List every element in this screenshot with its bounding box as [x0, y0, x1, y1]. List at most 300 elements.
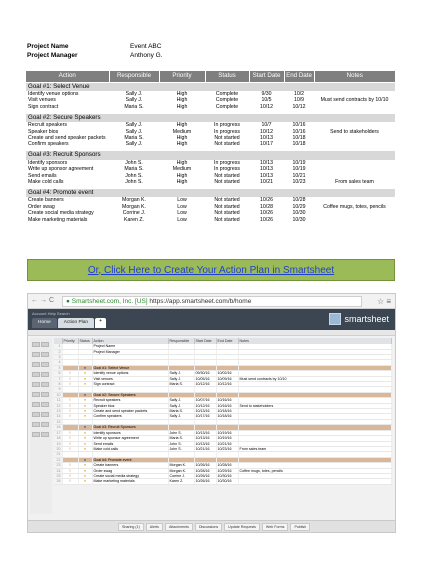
status-indicator-icon: ● [83, 414, 87, 419]
cell-action: Sign contract [28, 103, 59, 110]
cell-start-date: 10/13 [260, 166, 273, 173]
cell-action: Visit venues [28, 97, 56, 104]
grid-start-cell[interactable]: 10/26/16 [194, 473, 216, 478]
grid-responsible-cell[interactable]: John S. [168, 430, 194, 435]
grid-row-number[interactable]: 21 [54, 452, 62, 457]
grid-responsible-cell[interactable]: Maria S. [168, 436, 194, 441]
cell-responsible: John S. [125, 172, 143, 179]
header-notes: Notes [314, 71, 395, 82]
grid-action-cell[interactable]: Make cold calls [92, 446, 168, 451]
toolbar-button-icon[interactable] [32, 382, 40, 387]
status-indicator-icon: ● [83, 398, 87, 403]
grid-row-number[interactable]: 24 [54, 468, 62, 473]
grid-action-cell[interactable]: Goal #3: Recruit Sponsors [92, 425, 168, 430]
grid-header-action: Action [92, 338, 168, 344]
grid-row-number[interactable]: 20 [54, 446, 62, 451]
bottom-button-publish[interactable]: Publish [290, 523, 310, 531]
grid-row-number[interactable]: 26 [54, 479, 62, 484]
grid-end-cell[interactable]: 10/18/16 [216, 414, 238, 419]
grid-header-notes: Notes [238, 338, 392, 344]
priority-flag-icon: ! [69, 441, 71, 446]
grid-row-number[interactable]: 16 [54, 425, 62, 430]
cell-status: Not started [214, 210, 240, 217]
cell-end-date: 10/29 [292, 203, 306, 210]
status-indicator-icon: ● [83, 382, 87, 387]
priority-flag-icon: ! [69, 371, 71, 376]
toolbar-button-icon[interactable] [41, 382, 49, 387]
cell-notes: Must send contracts by 10/10 [320, 97, 389, 104]
cell-action: Create social media strategy [28, 210, 94, 217]
cell-start-date: 10/13 [260, 135, 273, 142]
grid-action-cell[interactable]: Speaker bios [92, 403, 168, 408]
grid-notes-cell[interactable]: From sales team [238, 446, 392, 451]
cell-end-date: 10/2 [293, 91, 305, 97]
collapse-icon[interactable]: ■ [83, 365, 87, 370]
grid-action-cell[interactable]: Sign contract [92, 382, 168, 387]
cell-start-date: 10/5 [261, 97, 272, 104]
url-path: https://app.smartsheet.com/b/home [149, 298, 252, 305]
cell-responsible: Sally J. [125, 122, 143, 129]
grid-end-cell[interactable]: 10/19/16 [216, 436, 238, 441]
toolbar-button-icon[interactable] [41, 362, 49, 367]
url-site: Smartsheet.com, Inc. [US] [71, 298, 148, 305]
cell-end-date: 10/16 [292, 128, 306, 135]
cell-responsible: Maria S. [124, 135, 144, 142]
grid-action-cell[interactable]: Create banners [92, 463, 168, 468]
status-indicator-icon: ● [83, 468, 87, 473]
goal-row [26, 151, 395, 160]
priority-flag-icon: ! [69, 382, 71, 387]
grid-responsible-cell[interactable]: Corrine J. [168, 473, 194, 478]
priority-flag-icon: ! [69, 409, 71, 414]
grid-row-number[interactable]: 17 [54, 430, 62, 435]
cell-status: Not started [214, 141, 240, 148]
grid-row-number[interactable]: 7 [54, 376, 62, 381]
toolbar-button-icon[interactable] [32, 432, 40, 437]
grid-status-cell[interactable] [78, 479, 92, 484]
cell-start-date: 10/21 [260, 179, 273, 186]
bottom-button-discussions[interactable]: Discussions [195, 523, 222, 531]
cell-status: Not started [214, 172, 240, 179]
cell-priority: High [176, 159, 188, 166]
grid-notes-cell[interactable]: Coffee mugs, totes, pencils [238, 468, 392, 473]
spacer-cell [26, 223, 395, 226]
toolbar-button-icon[interactable] [32, 412, 40, 417]
grid-start-cell[interactable]: 10/13/16 [194, 409, 216, 414]
grid-action-cell[interactable]: Goal #1: Select Venue [92, 365, 168, 370]
toolbar-button-icon[interactable] [41, 392, 49, 397]
cell-action: Create banners [28, 197, 64, 204]
status-indicator-icon: ● [83, 479, 87, 484]
grid-row-number[interactable]: 12 [54, 403, 62, 408]
cell-status: In progress [214, 166, 240, 173]
grid-end-cell[interactable]: 10/18/16 [216, 409, 238, 414]
tab-action-plan[interactable]: Action Plan [58, 318, 94, 328]
cell-end-date: 10/12 [292, 103, 306, 110]
priority-flag-icon: ! [69, 376, 71, 381]
project-name-value: Event ABC [130, 43, 162, 50]
grid-notes-cell[interactable]: Must send contracts by 10/10 [238, 376, 392, 381]
grid-start-cell[interactable]: 10/26/16 [194, 463, 216, 468]
goal-title: Goal #1: Select Venue [26, 82, 395, 91]
toolbar-button-icon[interactable] [32, 422, 40, 427]
project-info [27, 42, 163, 60]
cell-end-date: 10/16 [292, 122, 306, 129]
grid-row-number[interactable]: 3 [54, 355, 62, 360]
grid-row-number[interactable]: 4 [54, 360, 62, 365]
grid-responsible-cell[interactable]: John S. [168, 446, 194, 451]
grid-row-number[interactable]: 15 [54, 419, 62, 424]
grid-header-end-date: End Date [216, 338, 238, 344]
grid-end-cell[interactable]: 10/16/16 [216, 403, 238, 408]
status-indicator-icon: ● [83, 436, 87, 441]
cell-start-date: 9/30 [261, 91, 272, 97]
lock-icon: ● [66, 298, 70, 305]
status-indicator-icon: ● [83, 446, 87, 451]
toolbar-button-icon[interactable] [32, 362, 40, 367]
cta-link[interactable]: Or, Click Here to Create Your Action Plan in Smartsheet [87, 264, 335, 276]
grid-start-cell[interactable]: 10/12/16 [194, 403, 216, 408]
sheet-grid [54, 338, 392, 485]
cell-priority: High [176, 103, 188, 110]
cell-priority: High [176, 91, 188, 97]
grid-action-cell[interactable]: Goal #2: Secure Speakers [92, 392, 168, 397]
status-indicator-icon: ● [83, 403, 87, 408]
status-indicator-icon: ● [83, 463, 87, 468]
cell-action: Identify venue options [28, 91, 79, 97]
grid-row-number[interactable]: 10 [54, 392, 62, 397]
action-plan-table [26, 71, 395, 226]
grid-start-cell[interactable]: 10/05/16 [194, 376, 216, 381]
action-plan-body [26, 82, 395, 226]
status-indicator-icon: ● [83, 409, 87, 414]
grid-action-cell[interactable]: Identify sponsors [92, 430, 168, 435]
priority-flag-icon: ! [69, 473, 71, 478]
bottom-button-attachments[interactable]: Attachments [165, 523, 193, 531]
grid-end-cell[interactable]: 10/21/16 [216, 441, 238, 446]
bottom-button-alerts[interactable]: Alerts [146, 523, 163, 531]
cell-start-date: 10/13 [260, 172, 273, 179]
grid-action-cell[interactable]: Project Manager [92, 349, 168, 354]
smartsheet-logo [329, 313, 389, 325]
cell-start-date: 10/26 [260, 197, 273, 204]
cell-responsible: Morgan K. [122, 197, 146, 204]
grid-header-start-date: Start Date [194, 338, 216, 344]
grid-action-cell[interactable]: Send emails [92, 441, 168, 446]
goal-row [26, 188, 395, 197]
grid-action-cell[interactable]: Identify venue options [92, 371, 168, 376]
grid-start-cell[interactable]: 10/13/16 [194, 441, 216, 446]
priority-flag-icon: ! [69, 414, 71, 419]
cell-responsible: Sally J. [125, 141, 143, 148]
toolbar-button-icon[interactable] [32, 402, 40, 407]
grid-row-number[interactable]: 5 [54, 365, 62, 370]
grid-priority-cell[interactable] [62, 479, 78, 484]
bottom-button-web-forms[interactable]: Web Forms [262, 523, 289, 531]
address-bar [28, 294, 395, 309]
collapse-icon[interactable]: ■ [83, 425, 87, 430]
project-name-label: Project Name [27, 43, 69, 50]
grid-action-cell[interactable]: Project Name [92, 344, 168, 349]
cell-action: Order swag [28, 203, 55, 210]
grid-start-cell[interactable]: 10/26/16 [194, 479, 216, 484]
toolbar-button-icon[interactable] [41, 402, 49, 407]
cell-notes: Coffee mugs, totes, pencils [323, 203, 386, 210]
toolbar-button-icon[interactable] [32, 352, 40, 357]
grid-responsible-cell[interactable]: Morgan K. [168, 463, 194, 468]
toolbar-button-icon[interactable] [41, 432, 49, 437]
grid-end-cell[interactable]: 10/30/16 [216, 473, 238, 478]
status-indicator-icon: ● [83, 371, 87, 376]
grid-row-number[interactable]: 8 [54, 382, 62, 387]
cell-priority: High [176, 141, 188, 148]
account-menu[interactable]: Account Help Search [32, 311, 70, 316]
toolbar-button-icon[interactable] [32, 342, 40, 347]
browser-screenshot [27, 293, 396, 533]
cell-end-date: 10/30 [292, 210, 306, 217]
grid-action-cell[interactable]: Confirm speakers [92, 414, 168, 419]
cell-priority: High [176, 179, 188, 186]
grid-notes-cell[interactable] [238, 479, 392, 484]
cell-end-date: 10/28 [292, 197, 306, 204]
cell-status: Not started [214, 216, 240, 223]
grid-start-cell[interactable]: 10/13/16 [194, 430, 216, 435]
grid-header-priority: Priority [62, 338, 78, 344]
grid-header-status: Status [78, 338, 92, 344]
logo-mark-icon [329, 313, 341, 325]
cell-responsible: Maria S. [124, 103, 144, 110]
cell-priority: High [176, 97, 188, 104]
cell-status: Complete [215, 103, 239, 110]
grid-start-cell[interactable]: 09/30/16 [194, 371, 216, 376]
bottom-button-update-requests[interactable]: Update Requests [224, 523, 260, 531]
tab-home[interactable]: Home [32, 318, 57, 328]
cell-end-date: 10/21 [292, 172, 306, 179]
grid-notes-cell[interactable]: Send to stakeholders [238, 403, 392, 408]
grid-action-cell[interactable]: Recruit speakers [92, 398, 168, 403]
grid-row-number[interactable]: 18 [54, 436, 62, 441]
cell-action: Make cold calls [28, 179, 64, 186]
cell-priority: High [176, 122, 188, 129]
cell-responsible: John S. [125, 179, 143, 186]
cell-action: Identify sponsors [28, 159, 68, 166]
cta-banner[interactable] [27, 259, 395, 281]
cell-action: Send emails [28, 172, 57, 179]
cell-end-date: 10/23 [292, 179, 306, 186]
toolbar-button-icon[interactable] [32, 392, 40, 397]
grid-action-cell[interactable]: Order swag [92, 468, 168, 473]
cell-start-date: 10/26 [260, 210, 273, 217]
cell-action: Create and send speaker packets [28, 135, 106, 142]
cell-priority: Medium [172, 166, 192, 173]
cell-end-date: 10/9 [293, 97, 305, 104]
bottom-buttons [118, 523, 312, 531]
cell-start-date: 10/7 [261, 122, 272, 129]
cell-end-date: 10/30 [292, 216, 306, 223]
grid-row-number[interactable]: 1 [54, 344, 62, 349]
cell-notes: From sales team [335, 179, 374, 186]
grid-end-cell[interactable]: 10/16/16 [216, 398, 238, 403]
cell-start-date: 10/12 [260, 103, 273, 110]
cell-status: Not started [214, 197, 240, 204]
cell-start-date: 10/26 [260, 216, 273, 223]
cell-responsible: Karen Z. [124, 216, 144, 223]
grid-row-number[interactable]: 11 [54, 398, 62, 403]
project-manager-value: Anthony G. [130, 52, 163, 59]
grid-row-number[interactable]: 25 [54, 473, 62, 478]
grid-start-cell[interactable]: 10/07/16 [194, 398, 216, 403]
bottom-bar [28, 520, 395, 532]
goal-row [26, 82, 395, 91]
cell-responsible: Sally J. [125, 128, 143, 135]
cell-start-date: 10/13 [260, 159, 273, 166]
grid-row-number[interactable]: 13 [54, 409, 62, 414]
add-tab-button[interactable]: + [95, 318, 106, 328]
grid-action-cell[interactable]: Make marketing materials [92, 479, 168, 484]
grid-end-cell[interactable]: 10/12/16 [216, 382, 238, 387]
header-priority: Priority [159, 71, 205, 82]
cell-end-date: 10/18 [292, 141, 306, 148]
grid-start-cell[interactable]: 10/13/16 [194, 436, 216, 441]
grid-row-number[interactable]: 9 [54, 387, 62, 392]
grid-row-number[interactable]: 23 [54, 463, 62, 468]
priority-flag-icon: ! [69, 446, 71, 451]
sheet-toolbar [28, 330, 395, 336]
cell-priority: Low [177, 203, 187, 210]
cell-action: Make marketing materials [28, 216, 88, 223]
toolbar-button-icon[interactable] [32, 372, 40, 377]
collapse-icon[interactable]: ■ [83, 457, 87, 462]
spacer-row [26, 223, 395, 226]
grid-end-cell[interactable]: 10/30/16 [216, 479, 238, 484]
toolbar-button-icon[interactable] [41, 352, 49, 357]
status-indicator-icon: ● [83, 376, 87, 381]
grid-row-number[interactable]: 2 [54, 349, 62, 354]
cell-action: Write up sponsor agreement [28, 166, 94, 173]
grid-action-cell[interactable]: Visit venues [92, 376, 168, 381]
priority-flag-icon: ! [69, 430, 71, 435]
toolbar-button-icon[interactable] [41, 342, 49, 347]
sheet-tabs [32, 318, 107, 328]
grid-end-cell[interactable]: 10/29/16 [216, 468, 238, 473]
grid-responsible-cell[interactable]: Sally J. [168, 371, 194, 376]
cell-responsible: Corrine J. [122, 210, 146, 217]
star-icon[interactable]: ☆ ≡ [376, 297, 391, 306]
cell-status: Complete [215, 97, 239, 104]
grid-responsible-cell[interactable]: Sally J. [168, 376, 194, 381]
cell-notes: Send to stakeholders [330, 128, 379, 135]
smartsheet-header [28, 309, 395, 330]
header-action: Action [26, 71, 109, 82]
cell-action: Confirm speakers [28, 141, 69, 148]
sheet-grid-body [54, 344, 392, 484]
priority-flag-icon: ! [69, 398, 71, 403]
goal-title: Goal #2: Secure Speakers [26, 113, 395, 122]
url-field[interactable] [62, 296, 362, 307]
grid-action-cell[interactable]: Create social media strategy [92, 473, 168, 478]
grid-start-cell[interactable]: 10/12/16 [194, 382, 216, 387]
cell-start-date: 10/28 [260, 203, 273, 210]
cell-responsible: Sally J. [125, 91, 143, 97]
cell-status: Not started [214, 179, 240, 186]
header-end-date: End Date [284, 71, 314, 82]
cell-priority: High [176, 172, 188, 179]
toolbar-button-icon[interactable] [41, 412, 49, 417]
cell-end-date: 10/19 [292, 166, 306, 173]
cell-start-date: 10/17 [260, 141, 273, 148]
cell-status: Not started [214, 135, 240, 142]
header-start-date: Start Date [249, 71, 284, 82]
priority-flag-icon: ! [69, 468, 71, 473]
collapse-icon[interactable]: ■ [83, 392, 87, 397]
goal-title: Goal #4: Promote event [26, 188, 395, 197]
grid-header-responsible: Responsible [168, 338, 194, 344]
priority-flag-icon: ! [69, 436, 71, 441]
grid-row-number[interactable]: 19 [54, 441, 62, 446]
grid-row-number[interactable]: 14 [54, 414, 62, 419]
grid-end-cell[interactable]: 10/28/16 [216, 463, 238, 468]
cell-status: In progress [214, 159, 240, 166]
grid-start-cell[interactable]: 10/17/16 [194, 414, 216, 419]
cell-start-date: 10/12 [260, 128, 273, 135]
grid-responsible-cell[interactable]: Sally J. [168, 403, 194, 408]
grid-end-cell[interactable]: 10/23/16 [216, 446, 238, 451]
status-indicator-icon: ● [83, 473, 87, 478]
cell-responsible: Maria S. [124, 166, 144, 173]
grid-responsible-cell[interactable]: Maria S. [168, 382, 194, 387]
project-manager-label: Project Manager [27, 52, 78, 59]
cell-action: Recruit speakers [28, 122, 67, 129]
grid-responsible-cell[interactable]: John S. [168, 441, 194, 446]
cell-priority: Low [177, 210, 187, 217]
grid-start-cell[interactable]: 10/28/16 [194, 468, 216, 473]
logo-text: smartsheet [344, 314, 389, 324]
cell-responsible: John S. [125, 159, 143, 166]
cell-priority: Low [177, 216, 187, 223]
grid-row-number[interactable]: 6 [54, 371, 62, 376]
toolbar-button-icon[interactable] [41, 422, 49, 427]
toolbar-button-icon[interactable] [41, 372, 49, 377]
cell-end-date: 10/19 [292, 159, 306, 166]
nav-arrows-icon[interactable]: ←→C [31, 297, 57, 304]
cell-end-date: 10/18 [292, 135, 306, 142]
status-indicator-icon: ● [83, 441, 87, 446]
priority-flag-icon: ! [69, 463, 71, 468]
grid-responsible-cell[interactable]: Morgan K. [168, 468, 194, 473]
grid-responsible-cell[interactable]: Sally J. [168, 398, 194, 403]
priority-flag-icon: ! [69, 403, 71, 408]
cell-priority: High [176, 135, 188, 142]
grid-responsible-cell[interactable]: Karen Z. [168, 479, 194, 484]
grid-responsible-cell[interactable]: Maria S. [168, 409, 194, 414]
grid-start-cell[interactable]: 10/21/16 [194, 446, 216, 451]
grid-action-cell[interactable]: Goal #4: Promote event [92, 457, 168, 462]
grid-end-cell[interactable]: 10/02/16 [216, 371, 238, 376]
header-responsible: Responsible [109, 71, 159, 82]
grid-end-cell[interactable]: 10/09/16 [216, 376, 238, 381]
grid-row-number[interactable]: 22 [54, 457, 62, 462]
cell-status: In progress [214, 128, 240, 135]
grid-responsible-cell[interactable]: Sally J. [168, 414, 194, 419]
grid-row[interactable] [54, 479, 392, 484]
goal-title: Goal #3: Recruit Sponsors [26, 151, 395, 160]
grid-action-cell[interactable]: Create and send speaker packets [92, 409, 168, 414]
grid-end-cell[interactable]: 10/19/16 [216, 430, 238, 435]
grid-action-cell[interactable]: Write up sponsor agreement [92, 436, 168, 441]
bottom-button-sharing[interactable]: Sharing (1) [118, 523, 144, 531]
priority-flag-icon: ! [69, 479, 71, 484]
goal-row [26, 113, 395, 122]
